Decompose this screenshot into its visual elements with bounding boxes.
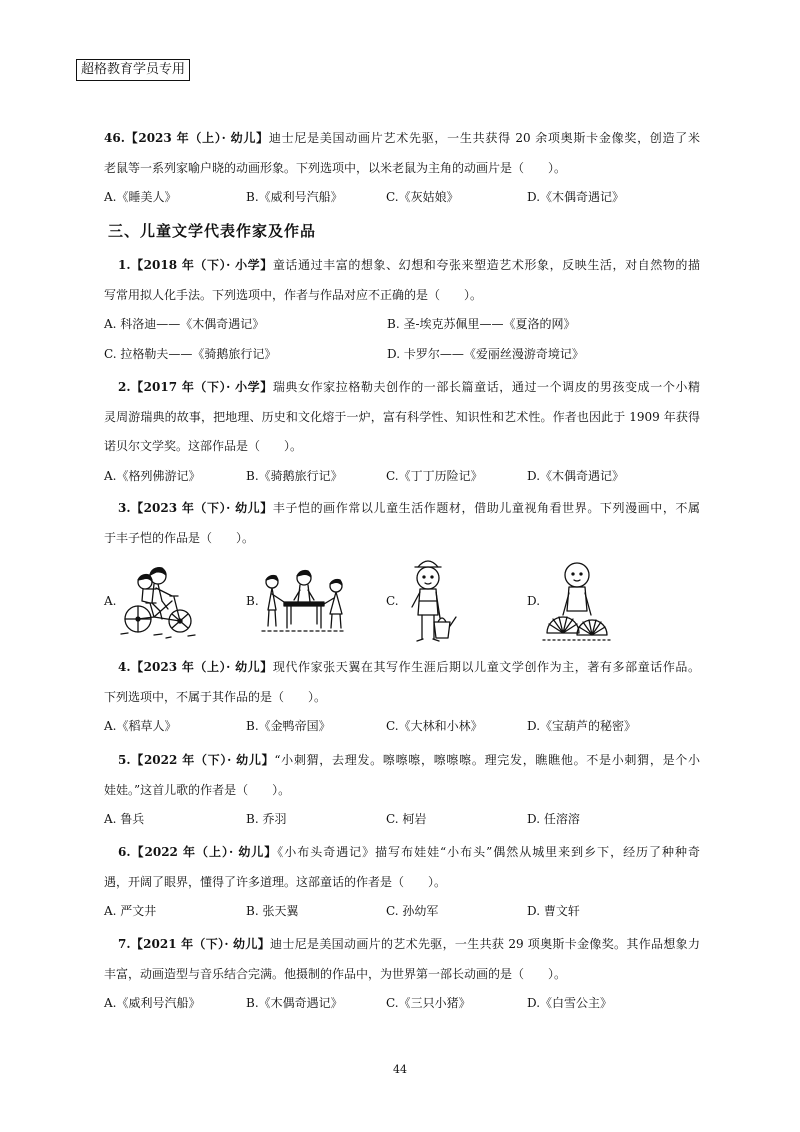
option-c: C.《丁丁历险记》: [386, 468, 483, 483]
question-line: 下列选项中，不属于其作品的是（ ）。: [104, 689, 327, 704]
cartoon-image-b: [260, 566, 348, 636]
question-line: [104, 124, 700, 154]
question-tag: 4.【2023 年（上）· 幼儿】: [118, 660, 273, 674]
option-label: B.: [246, 594, 259, 608]
cartoon-image-c: [400, 555, 458, 647]
options-row: [104, 183, 700, 213]
options-row: [104, 989, 700, 1019]
question-tag: 5.【2022 年（下）· 幼儿】: [118, 753, 275, 767]
question-tag: 1.【2018 年（下）· 小学】: [118, 258, 273, 272]
option-a: A. 严文井: [104, 904, 157, 918]
option-d: D. 任溶溶: [527, 812, 580, 826]
option-a: A.《睡美人》: [104, 190, 177, 204]
option-a: A.《格列佛游记》: [104, 468, 201, 483]
question-46: [104, 124, 700, 213]
question-line: [104, 373, 700, 403]
question-tag: 6.【2022 年（上）· 幼儿】: [118, 845, 278, 859]
question-line: [104, 251, 700, 281]
option-d: D.《白雪公主》: [527, 996, 613, 1010]
option-label: C.: [386, 594, 399, 608]
option-c: C. 孙幼军: [386, 904, 439, 918]
option-b: B. 张天翼: [246, 904, 299, 918]
option-c: C. 拉格勒夫——《骑鹅旅行记》: [104, 346, 277, 361]
options-row: [104, 805, 700, 835]
option-label: D.: [527, 594, 541, 608]
question-text: 丰子恺的画作常以儿童生活作题材，借助儿童视角看世界。下列漫画中，不属: [272, 501, 700, 515]
question-2: [104, 373, 700, 491]
option-b: B.《威利号汽船》: [246, 190, 343, 204]
cartoon-image-a: [118, 563, 198, 639]
question-tag: 7.【2021 年（下）· 幼儿】: [118, 937, 271, 951]
question-line: 遇，开阔了眼界，懂得了许多道理。这部童话的作者是（ ）。: [104, 874, 447, 889]
question-text: 现代作家张天翼在其写作生涯后期以儿童文学创作为主，著有多部童话作品。: [272, 660, 700, 674]
cartoon-image-d: [541, 559, 613, 643]
question-line: 丰富，动画造型与音乐结合完满。他摄制的作品中，为世界第一部长动画的是（ ）。: [104, 966, 567, 981]
options-row: [104, 897, 700, 927]
options-row: [104, 310, 700, 340]
question-line: 诺贝尔文学奖。这部作品是（ ）。: [104, 439, 303, 453]
question-line: [104, 494, 700, 524]
question-6: [104, 838, 700, 927]
option-b: B. 乔羽: [246, 812, 287, 826]
question-tag: 3.【2023 年（下）· 幼儿】: [118, 501, 273, 515]
option-c: C. 柯岩: [386, 812, 427, 826]
question-3: [104, 494, 700, 647]
question-text: 瑞典女作家拉格勒夫创作的一部长篇童话，通过一个调皮的男孩变成一个小精: [272, 380, 700, 394]
option-d: D.《木偶奇遇记》: [527, 190, 625, 204]
option-d: D. 卡罗尔——《爱丽丝漫游奇境记》: [387, 346, 584, 361]
option-a: A. 科洛迪——《木偶奇遇记》: [104, 317, 265, 331]
option-a: A.《威利号汽船》: [104, 996, 201, 1010]
question-line: 娃娃。”这首儿歌的作者是（ ）。: [104, 782, 291, 797]
option-c: C.《灰姑娘》: [386, 190, 459, 204]
options-row: [104, 340, 700, 370]
image-options-row: [104, 555, 700, 647]
options-row: [104, 462, 700, 492]
question-text: “小刺猬，去理发。嚓嚓嚓，嚓嚓嚓。理完发，瞧瞧他。不是小刺猬，是个小: [274, 753, 700, 767]
option-b: B.《木偶奇遇记》: [246, 996, 343, 1010]
question-line: [104, 746, 700, 776]
option-d: [527, 555, 700, 647]
question-line: 灵周游瑞典的故事，把地理、历史和文化熔于一炉，富有科学性、知识性和艺术性。作者也因此于 1909 年获得: [104, 409, 700, 424]
option-a: A. 鲁兵: [104, 812, 145, 826]
question-1: [104, 251, 700, 369]
question-line: 老鼠等一系列家喻户晓的动画形象。下列选项中，以米老鼠为主角的动画片是（ ）。: [104, 160, 567, 175]
option-b: [246, 555, 386, 647]
header-label: 超格教育学员专用: [76, 59, 190, 81]
question-5: [104, 746, 700, 835]
option-a: [104, 555, 246, 647]
option-d: D. 曹文轩: [527, 904, 580, 918]
option-c: C.《大林和小林》: [386, 719, 483, 733]
question-4: [104, 653, 700, 742]
options-row: [104, 712, 700, 742]
question-tag: 2.【2017 年（下）· 小学】: [118, 380, 273, 394]
option-b: B. 圣-埃克苏佩里——《夏洛的网》: [387, 317, 576, 331]
question-line: [104, 838, 700, 868]
question-text: 迪士尼是美国动画片艺术先驱，一生共获得 20 余项奥斯卡金像奖，创造了米: [268, 131, 701, 145]
question-text: 童话通过丰富的想象、幻想和夸张来塑造艺术形象，反映生活，对自然物的描: [272, 258, 700, 272]
question-7: [104, 930, 700, 1019]
question-text: 迪士尼是美国动画片的艺术先驱，一生共获 29 项奥斯卡金像奖。其作品想象力: [270, 937, 700, 951]
section-heading: 三、儿童文学代表作家及作品: [108, 222, 317, 240]
page-number: 44: [393, 1063, 407, 1076]
option-label: A.: [104, 594, 117, 608]
question-text: 《小布头奇遇记》描写布娃娃“小布头”偶然从城里来到乡下，经历了种种奇: [277, 845, 700, 859]
option-d: D.《宝葫芦的秘密》: [527, 719, 637, 733]
question-line: 写常用拟人化手法。下列选项中，作者与作品对应不正确的是（ ）。: [104, 287, 483, 302]
question-line: [104, 653, 700, 683]
question-tag: 46.【2023 年（上）· 幼儿】: [104, 131, 269, 145]
question-line: [104, 930, 700, 960]
option-c: C.《三只小猪》: [386, 996, 471, 1010]
option-a: A.《稻草人》: [104, 719, 177, 733]
option-c: [386, 555, 527, 647]
option-b: B.《骑鹅旅行记》: [246, 468, 343, 483]
option-b: B.《金鸭帝国》: [246, 719, 331, 733]
question-line: 于丰子恺的作品是（ ）。: [104, 530, 255, 545]
option-d: D.《木偶奇遇记》: [527, 468, 625, 483]
